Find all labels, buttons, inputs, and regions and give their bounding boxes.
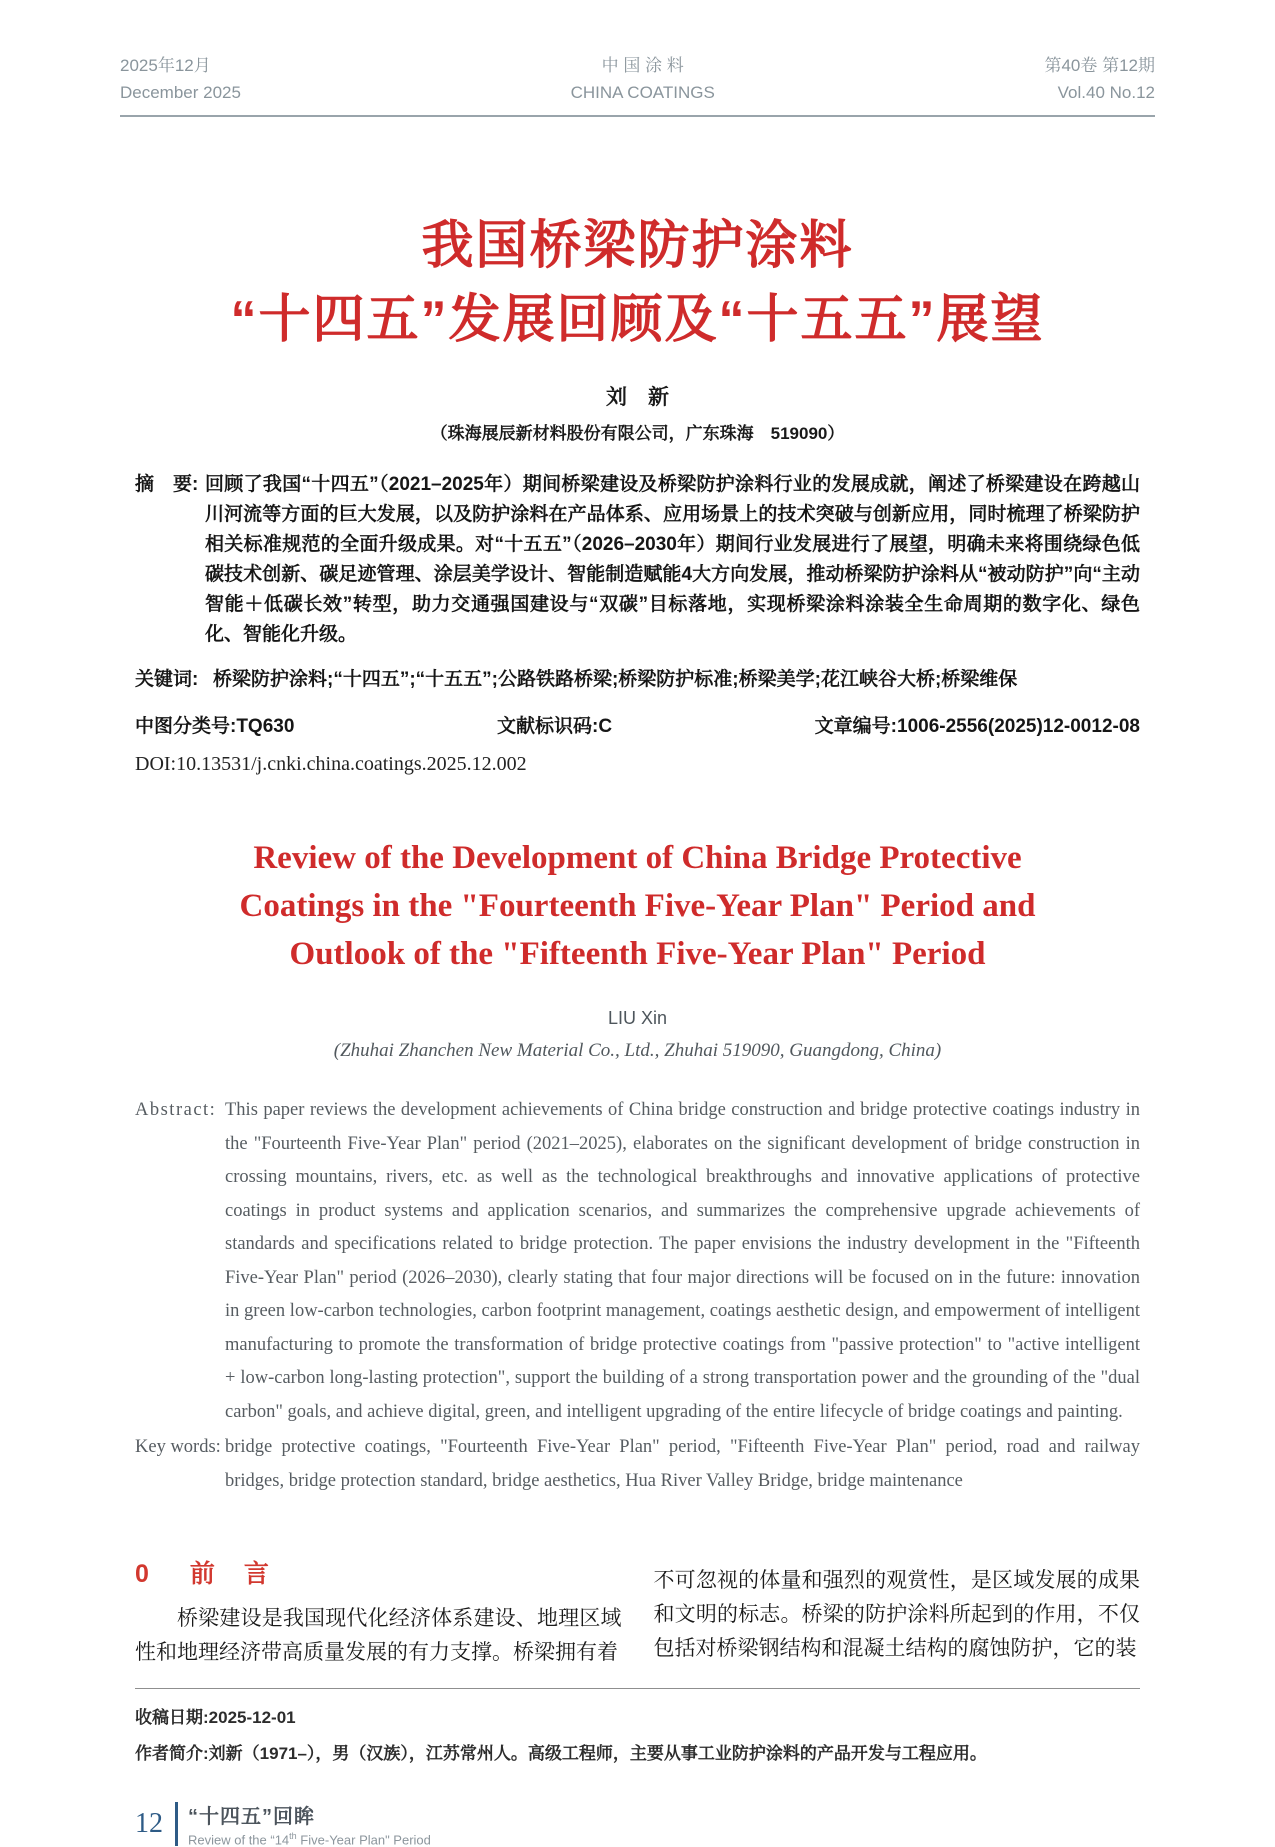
footer-column-title-en xyxy=(188,1831,431,1847)
article-title-cn-line1: 我国桥梁防护涂料 xyxy=(421,217,854,275)
abstract-cn-text: 回顾了我国“十四五”（2021–2025年）期间桥梁建设及桥梁防护涂料行业的发展成就，阐述了桥梁建设在跨越山川河流等方面的巨大发展，以及防护涂料在产品体系、应用场景上的技术突破与创新应用，同时梳理了桥梁防护相关标准规范的全面升级成果。对“十五五”（2026–2030年）期间行业发展进行了展望，明确未来将围绕绿色低碳技术创新、碳足迹管理、涂层美学设计、智能制造赋能4大方向发展，推动桥梁防护涂料从“被动防护”向“主动智能＋低碳长效”转型，助力交通强国建设与“双碳”目标落地，实现桥梁涂料涂装全生命周期的数字化、绿色化、智能化升级。 xyxy=(205,474,1140,645)
author-name-cn: 刘 新 xyxy=(606,386,669,409)
abstract-en-text: This paper reviews the development achievements of China bridge construction and bridge protective coatings industry in the "Fourteenth Five-Year Plan" period (2021–2025), elaborates on the significant development of bridge construction in crossing mountains, rivers, etc. as well as the technological breakthroughs and innovative applications of protective coatings in product systems and application scenarios, and summarizes the comprehensive upgrade achievements of standards and specifications related to bridge protection. The paper envisions the industry development in the "Fifteenth Five-Year Plan" period (2026–2030), clearly stating that four major directions will be focused on in the future: innovation in green low-carbon technologies, carbon footprint management, coatings aesthetic design, and empowerment of intelligent manufacturing to promote the transformation of bridge protective coatings from "passive protection" to "active intelligent + low-carbon long-lasting protection", support the building of a strong transportation power and the grounding of the "dual carbon" goals, and achieve digital, green, and intelligent upgrading of the entire lifecycle of bridge coatings and painting. xyxy=(225,1100,1140,1422)
intro-paragraph-right: 不可忽视的体量和强烈的观赏性，是区域发展的成果和文明的标志。桥梁的防护涂料所起到的作用，不仅包括对桥梁钢结构和混凝土结构的腐蚀防护，它的装 xyxy=(653,1569,1140,1660)
intro-paragraph-left: 桥梁建设是我国现代化经济体系建设、地理区域性和地理经济带高质量发展的有力支撑。桥梁拥有着 xyxy=(135,1607,622,1664)
header-date-cn: 2025年12月 xyxy=(120,56,211,75)
footer-en-post: Five-Year Plan" Period xyxy=(296,1832,431,1847)
footer-en-sup: th xyxy=(289,1831,297,1841)
keywords-cn-text: 桥梁防护涂料;“十四五”;“十五五”;公路铁路桥梁;桥梁防护标准;桥梁美学;花江峡谷大桥;桥梁维保 xyxy=(213,669,1018,690)
intro-right-column xyxy=(654,1554,1141,1670)
footnote-divider xyxy=(135,1688,1140,1689)
footer-en-pre: Review of the “14 xyxy=(188,1832,290,1847)
doi-line: DOI:10.13531/j.cnki.china.coatings.2025.12.002 xyxy=(135,753,527,775)
header-journal-name-cn: 中 国 涂 料 xyxy=(601,56,684,75)
author-bio: 作者简介:刘新（1971–），男（汉族），江苏常州人。高级工程师，主要从事工业防护涂料的产品开发与工程应用。 xyxy=(135,1744,987,1763)
abstract-en-label: Abstract: xyxy=(135,1100,217,1120)
header-volume-cn: 第40卷 第12期 xyxy=(1044,56,1155,75)
header-volume-issue xyxy=(1044,52,1155,106)
footer-vertical-bar xyxy=(175,1802,178,1846)
section-title: 前 言 xyxy=(189,1560,271,1588)
section-number: 0 xyxy=(135,1560,151,1588)
page-number: 12 xyxy=(135,1807,163,1839)
article-title-cn-line2: “十四五”发展回顾及“十五五”展望 xyxy=(230,291,1045,349)
received-date: 收稿日期:2025-12-01 xyxy=(135,1708,296,1727)
article-title-en xyxy=(135,834,1140,978)
keywords-cn xyxy=(135,665,1140,694)
abstract-en xyxy=(135,1094,1140,1429)
page-footer xyxy=(135,1800,1140,1847)
header-journal-name-en: CHINA COATINGS xyxy=(570,83,715,102)
classification-row xyxy=(135,711,1140,738)
clc-number: 中图分类号:TQ630 xyxy=(135,716,295,737)
section-heading-intro xyxy=(135,1554,622,1590)
abstract-cn xyxy=(135,470,1140,650)
affiliation-cn: （珠海展辰新材料股份有限公司，广东珠海 519090） xyxy=(430,424,845,443)
abstract-cn-label: 摘 要: xyxy=(135,474,199,495)
article-title-en-line1: Review of the Development of China Bridge Protective xyxy=(253,840,1022,876)
article-title-en-line3: Outlook of the "Fifteenth Five-Year Plan" Period xyxy=(289,936,986,972)
keywords-en-text: bridge protective coatings, "Fourteenth Five-Year Plan" period, "Fifteenth Five-Year Plan" period, road and railway bridges, bridge protection standard, bridge aesthetics, Hua River Valley Bridge, bridge maintenance xyxy=(225,1437,1140,1491)
affiliation-en: (Zhuhai Zhanchen New Material Co., Ltd., Zhuhai 519090, Guangdong, China) xyxy=(333,1040,942,1061)
header-volume-en: Vol.40 No.12 xyxy=(1057,83,1155,102)
keywords-en xyxy=(135,1431,1140,1498)
journal-header xyxy=(120,52,1155,117)
keywords-en-label: Key words: xyxy=(135,1437,221,1457)
footer-column-title-cn: “十四五”回眸 xyxy=(188,1806,315,1828)
introduction-section xyxy=(135,1554,1140,1670)
document-code: 文献标识码:C xyxy=(497,716,613,737)
header-date-en: December 2025 xyxy=(120,83,241,102)
article-title-cn xyxy=(135,209,1140,357)
footer-column-title xyxy=(188,1800,431,1847)
intro-left-column xyxy=(135,1554,622,1670)
header-journal-name xyxy=(571,52,715,106)
header-issue-date xyxy=(120,52,241,106)
article-number: 文章编号:1006-2556(2025)12-0012-08 xyxy=(814,716,1140,737)
author-name-en: LIU Xin xyxy=(607,1008,668,1028)
keywords-cn-label: 关键词: xyxy=(135,669,199,690)
article-title-en-line2: Coatings in the "Fourteenth Five-Year Plan" Period and xyxy=(239,888,1036,924)
